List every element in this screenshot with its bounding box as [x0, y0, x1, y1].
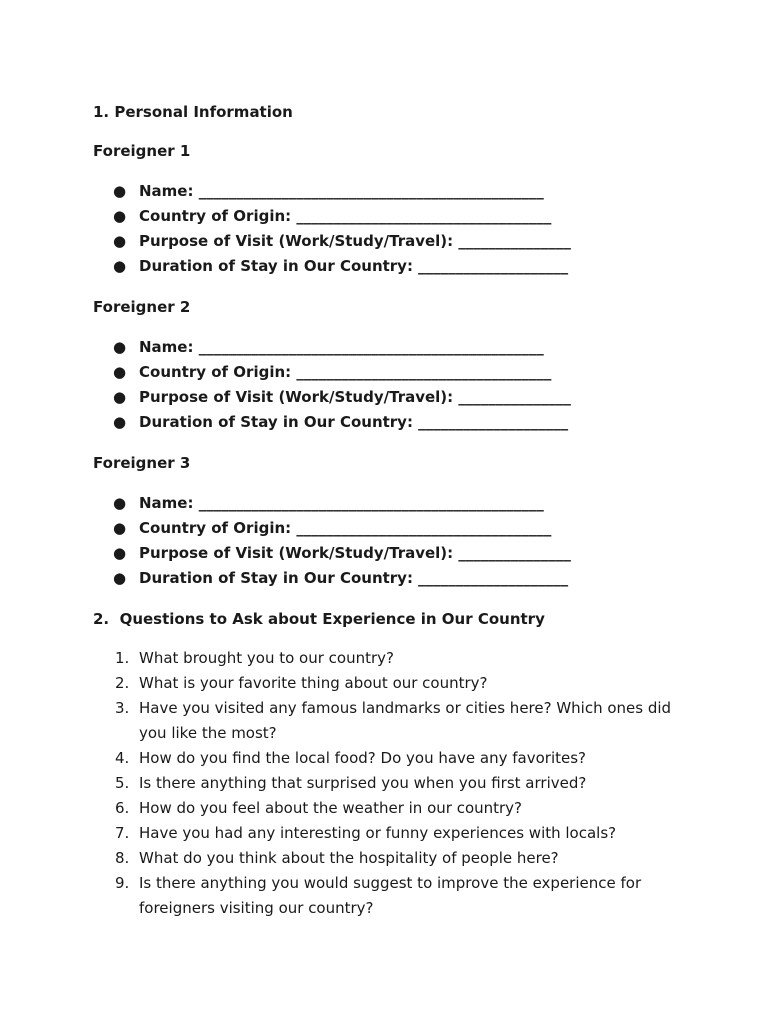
question-number: 6. — [115, 799, 130, 817]
foreigner-1-fields — [93, 179, 693, 279]
question-item — [93, 796, 679, 821]
question-number: 8. — [115, 849, 130, 867]
foreigner-2-fields — [93, 335, 693, 435]
bullet-icon: ● — [113, 232, 127, 250]
bullet-icon: ● — [113, 544, 127, 562]
question-text: How do you find the local food? Do you have any favorites? — [139, 749, 587, 767]
bullet-icon: ● — [113, 413, 127, 431]
question-item — [93, 771, 679, 796]
foreigner-2-title: Foreigner 2 — [93, 298, 191, 316]
bullet-icon: ● — [113, 182, 127, 200]
country-of-origin-field: ● Country of Origin: __________________________________ — [93, 360, 693, 385]
question-item — [93, 671, 679, 696]
bullet-icon: ● — [113, 363, 127, 381]
question-item — [93, 696, 679, 746]
duration-of-stay-field: ● Duration of Stay in Our Country: ____________________ — [93, 254, 693, 279]
document-page — [93, 102, 693, 921]
purpose-of-visit-field: ● Purpose of Visit (Work/Study/Travel): _______________ — [93, 229, 693, 254]
question-item — [93, 746, 679, 771]
question-number: 2. — [115, 674, 130, 692]
bullet-icon: ● — [113, 494, 127, 512]
question-text: Is there anything you would suggest to improve the experience for foreigners visiting our country? — [139, 874, 642, 917]
foreigner-3-title: Foreigner 3 — [93, 454, 191, 472]
question-item — [93, 821, 679, 846]
question-text: Have you had any interesting or funny experiences with locals? — [139, 824, 617, 842]
name-field: ● Name: ______________________________________________ — [93, 491, 693, 516]
foreigner-3-fields — [93, 491, 693, 591]
country-of-origin-field: ● Country of Origin: __________________________________ — [93, 204, 693, 229]
section-2-title: 2. Questions to Ask about Experience in Our Country — [93, 610, 545, 628]
duration-of-stay-field: ● Duration of Stay in Our Country: ____________________ — [93, 410, 693, 435]
bullet-icon: ● — [113, 257, 127, 275]
question-number: 5. — [115, 774, 130, 792]
question-item — [93, 846, 679, 871]
foreigner-1-title: Foreigner 1 — [93, 142, 191, 160]
question-text: What brought you to our country? — [139, 649, 394, 667]
question-number: 4. — [115, 749, 130, 767]
name-field: ● Name: ______________________________________________ — [93, 335, 693, 360]
question-number: 9. — [115, 874, 130, 892]
question-text: What is your favorite thing about our country? — [139, 674, 488, 692]
question-text: Have you visited any famous landmarks or cities here? Which ones did you like the most? — [139, 699, 672, 742]
question-text: How do you feel about the weather in our country? — [139, 799, 523, 817]
question-text: What do you think about the hospitality of people here? — [139, 849, 559, 867]
question-text: Is there anything that surprised you when you first arrived? — [139, 774, 587, 792]
questions-list — [93, 646, 693, 921]
bullet-icon: ● — [113, 388, 127, 406]
duration-of-stay-field: ● Duration of Stay in Our Country: ____________________ — [93, 566, 693, 591]
purpose-of-visit-field: ● Purpose of Visit (Work/Study/Travel): _______________ — [93, 541, 693, 566]
name-field: ● Name: ______________________________________________ — [93, 179, 693, 204]
bullet-icon: ● — [113, 338, 127, 356]
bullet-icon: ● — [113, 569, 127, 587]
question-item — [93, 646, 679, 671]
section-1-title: 1. Personal Information — [93, 103, 293, 121]
question-item — [93, 871, 679, 921]
purpose-of-visit-field: ● Purpose of Visit (Work/Study/Travel): _______________ — [93, 385, 693, 410]
bullet-icon: ● — [113, 519, 127, 537]
question-number: 7. — [115, 824, 130, 842]
bullet-icon: ● — [113, 207, 127, 225]
country-of-origin-field: ● Country of Origin: __________________________________ — [93, 516, 693, 541]
question-number: 3. — [115, 699, 130, 717]
question-number: 1. — [115, 649, 130, 667]
